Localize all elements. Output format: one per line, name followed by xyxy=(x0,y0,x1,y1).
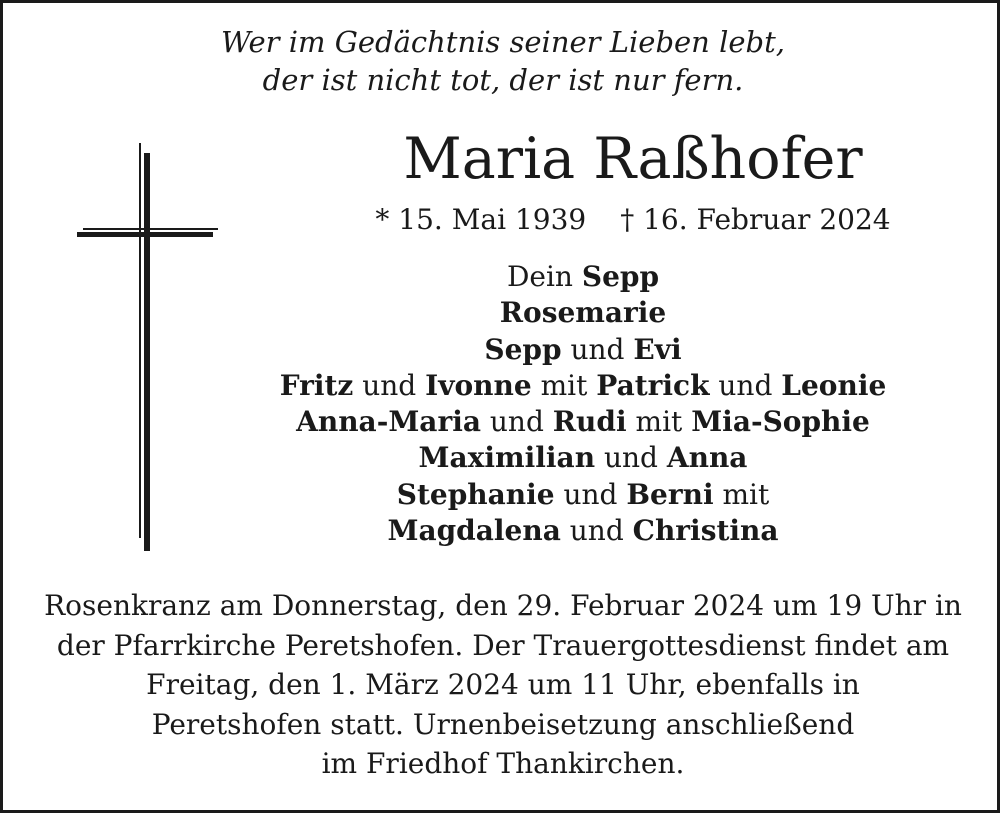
birth-date: * 15. Mai 1939 xyxy=(375,203,587,236)
mourner-connector: mit xyxy=(531,368,597,402)
mourner-line xyxy=(233,295,933,331)
death-date: † 16. Februar 2024 xyxy=(620,203,891,236)
mourner-line xyxy=(233,404,933,440)
mourner-name: Maximilian xyxy=(418,441,596,475)
funeral-notice xyxy=(3,586,1000,784)
mourner-line xyxy=(233,440,933,476)
mourner-name: Rudi xyxy=(552,405,627,439)
mourner-line xyxy=(233,513,933,549)
mourner-line xyxy=(233,368,933,404)
mourner-line xyxy=(233,477,933,513)
mourner-connector: und xyxy=(560,514,633,548)
mourner-line xyxy=(233,259,933,295)
mourner-connector: mit xyxy=(713,477,770,511)
notice-line: Peretshofen statt. Urnenbeisetzung anschließend xyxy=(151,707,855,741)
mourner-connector: und xyxy=(480,405,553,439)
mourner-connector: und xyxy=(561,332,634,366)
mourner-name: Patrick xyxy=(596,368,710,402)
mourner-name: Leonie xyxy=(781,368,887,402)
mourner-name: Anna xyxy=(666,441,748,475)
mourner-connector: und xyxy=(554,477,627,511)
mourner-name: Rosemarie xyxy=(499,296,667,330)
mourner-name: Ivonne xyxy=(425,368,532,402)
mourner-name: Fritz xyxy=(279,368,354,402)
cross-icon xyxy=(77,143,222,553)
mourner-name: Christina xyxy=(632,514,779,548)
mourner-name: Evi xyxy=(633,332,682,366)
mourner-connector: und xyxy=(709,368,782,402)
mourner-name: Berni xyxy=(626,477,714,511)
quote-line-1: Wer im Gedächtnis seiner Lieben lebt, xyxy=(221,25,785,59)
deceased-name: Maria Raßhofer xyxy=(403,126,863,192)
notice-line: im Friedhof Thankirchen. xyxy=(321,747,685,780)
notice-line: der Pfarrkirche Peretshofen. Der Trauergottesdienst findet am xyxy=(56,628,950,662)
mourner-name: Magdalena xyxy=(387,514,561,548)
mourner-name: Stephanie xyxy=(396,477,555,511)
mourner-line xyxy=(233,332,933,368)
mourner-name: Mia-Sophie xyxy=(691,405,870,439)
quote-line-2: der ist nicht tot, der ist nur fern. xyxy=(262,63,744,97)
mourner-name: Sepp xyxy=(484,332,562,366)
memorial-quote xyxy=(3,23,1000,99)
mourner-connector: und xyxy=(353,368,426,402)
mourner-name: Sepp xyxy=(581,260,660,293)
life-dates xyxy=(283,202,983,238)
mourner-connector: Dein xyxy=(506,260,582,293)
mourner-connector: und xyxy=(595,441,667,475)
notice-line: Freitag, den 1. März 2024 um 11 Uhr, ebenfalls in xyxy=(146,668,860,701)
mourners-list xyxy=(233,259,933,549)
mourner-connector: mit xyxy=(626,405,692,439)
notice-line: Rosenkranz am Donnerstag, den 29. Februar 2024 um 19 Uhr in xyxy=(44,589,962,622)
mourner-name: Anna-Maria xyxy=(296,405,481,439)
